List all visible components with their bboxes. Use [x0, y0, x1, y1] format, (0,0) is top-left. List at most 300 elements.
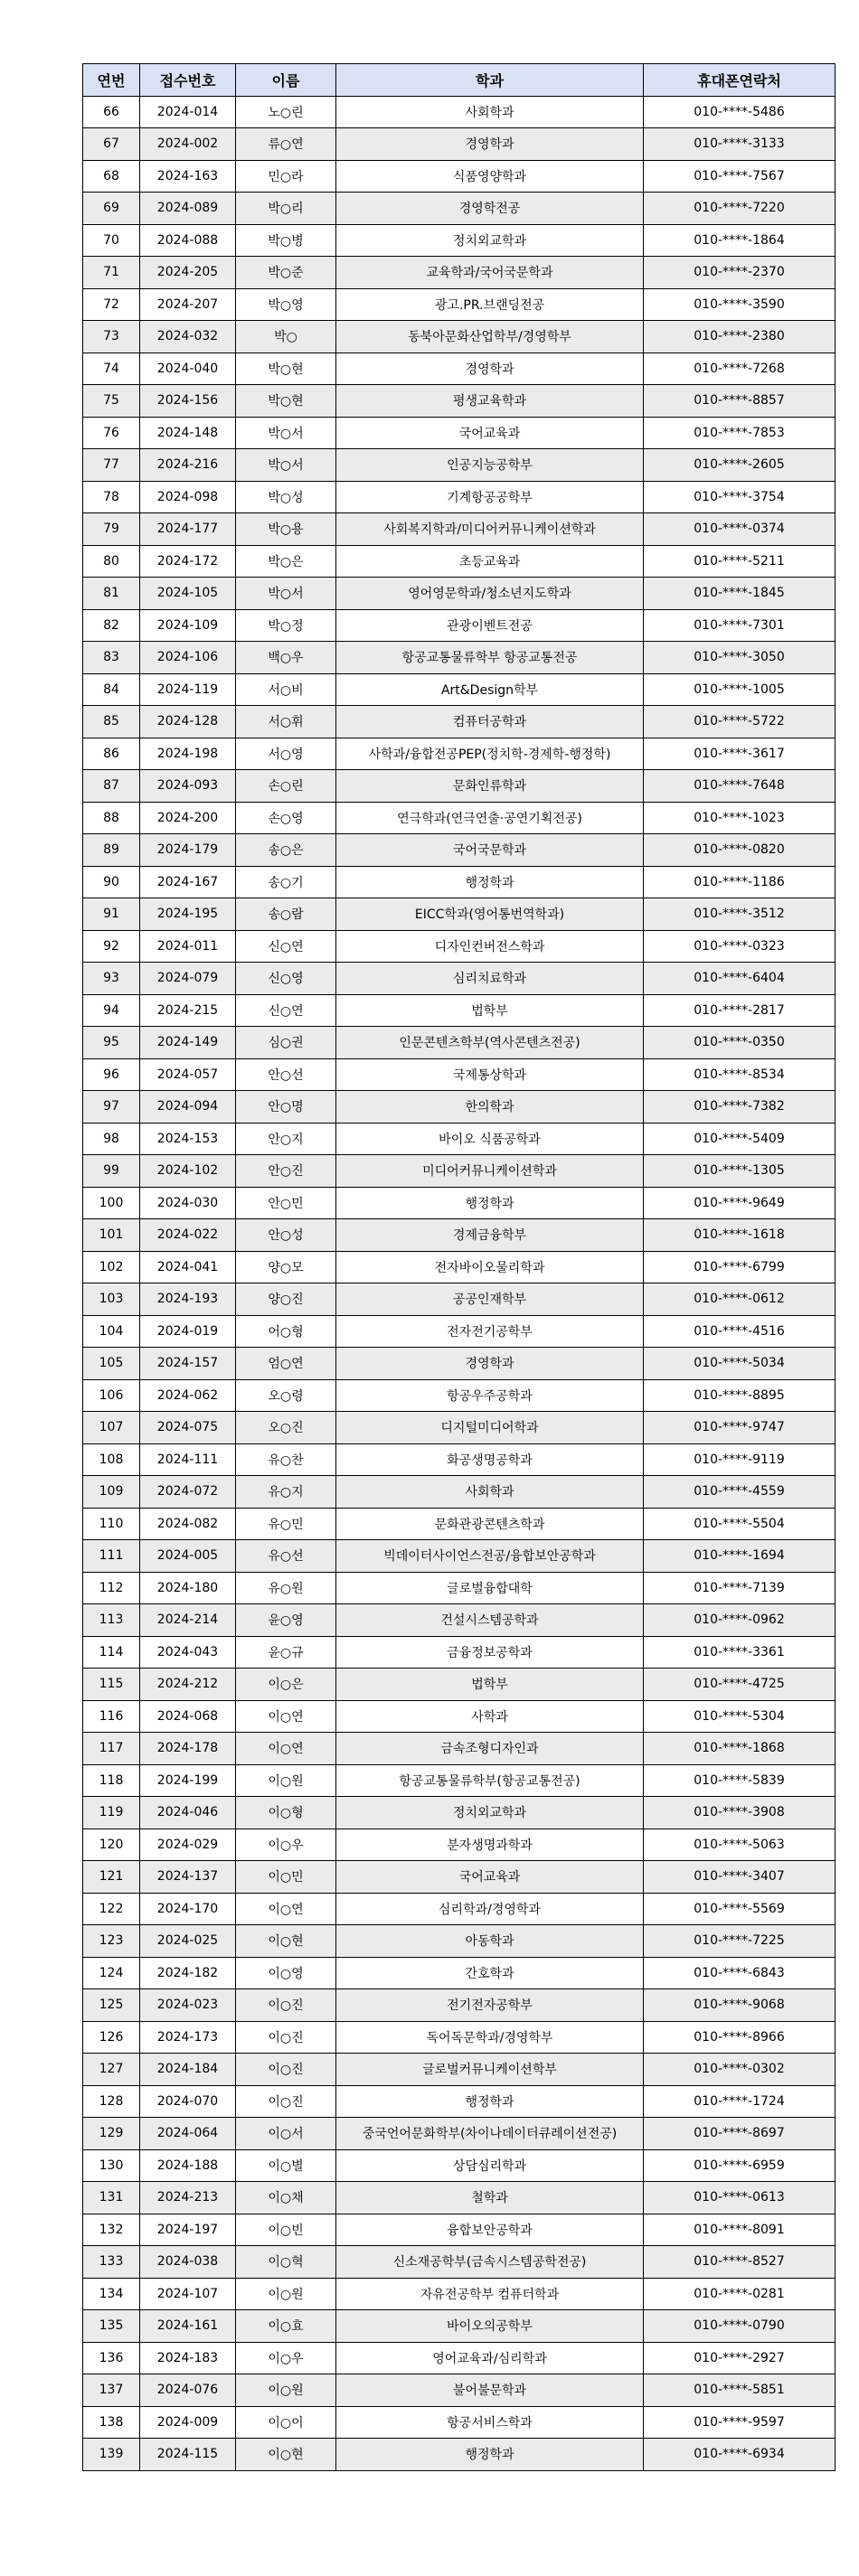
cell-receipt-no: 2024-115 [140, 2439, 236, 2471]
cell-name: 유○지 [236, 1476, 336, 1509]
cell-phone: 010-****-9068 [644, 1989, 835, 2022]
cell-receipt-no: 2024-199 [140, 1764, 236, 1797]
table-row [83, 1283, 835, 1316]
table-row [83, 673, 835, 706]
table-row [83, 1219, 835, 1252]
table-row [83, 1797, 835, 1829]
cell-name: 이○연 [236, 1700, 336, 1733]
cell-phone: 010-****-8534 [644, 1058, 835, 1091]
cell-department: 한의학과 [336, 1091, 644, 1123]
cell-department: 관광이벤트전공 [336, 609, 644, 642]
table-row [83, 2021, 835, 2054]
cell-name: 이○빈 [236, 2214, 336, 2246]
cell-number: 77 [83, 449, 140, 482]
cell-name: 이○은 [236, 1669, 336, 1701]
cell-name: 이○민 [236, 1861, 336, 1894]
table-row [83, 385, 835, 418]
cell-name: 안○선 [236, 1058, 336, 1091]
cell-number: 110 [83, 1508, 140, 1540]
cell-number: 96 [83, 1058, 140, 1091]
cell-name: 박○현 [236, 385, 336, 418]
cell-phone: 010-****-8966 [644, 2021, 835, 2054]
cell-phone: 010-****-0323 [644, 930, 835, 963]
cell-department: 전자전기공학부 [336, 1315, 644, 1348]
cell-number: 106 [83, 1379, 140, 1412]
cell-phone: 010-****-0613 [644, 2182, 835, 2214]
table-row [83, 1893, 835, 1925]
table-row [83, 1058, 835, 1091]
cell-name: 박○성 [236, 481, 336, 513]
table-row [83, 994, 835, 1027]
cell-number: 75 [83, 385, 140, 418]
cell-receipt-no: 2024-156 [140, 385, 236, 418]
cell-receipt-no: 2024-215 [140, 994, 236, 1027]
cell-department: 사학과/융합전공PEP(정치학-경제학-행정학) [336, 738, 644, 770]
cell-receipt-no: 2024-179 [140, 834, 236, 867]
cell-number: 104 [83, 1315, 140, 1348]
header-row [83, 64, 835, 97]
cell-phone: 010-****-1864 [644, 224, 835, 257]
cell-phone: 010-****-9119 [644, 1443, 835, 1476]
cell-receipt-no: 2024-019 [140, 1315, 236, 1348]
table-row [83, 481, 835, 513]
cell-receipt-no: 2024-216 [140, 449, 236, 482]
cell-phone: 010-****-4559 [644, 1476, 835, 1509]
cell-phone: 010-****-7382 [644, 1091, 835, 1123]
cell-name: 송○은 [236, 834, 336, 867]
cell-department: 국어교육과 [336, 1861, 644, 1894]
table-row [83, 1251, 835, 1283]
cell-receipt-no: 2024-002 [140, 128, 236, 161]
cell-department: 초등교육과 [336, 545, 644, 578]
cell-name: 이○이 [236, 2406, 336, 2439]
cell-department: 글로벌커뮤니케이션학부 [336, 2054, 644, 2086]
table-row [83, 2054, 835, 2086]
cell-receipt-no: 2024-149 [140, 1027, 236, 1059]
cell-phone: 010-****-1724 [644, 2085, 835, 2118]
cell-department: 기계항공공학부 [336, 481, 644, 513]
table-row [83, 353, 835, 385]
cell-receipt-no: 2024-076 [140, 2374, 236, 2407]
cell-phone: 010-****-2605 [644, 449, 835, 482]
cell-receipt-no: 2024-167 [140, 866, 236, 898]
cell-receipt-no: 2024-197 [140, 2214, 236, 2246]
cell-number: 94 [83, 994, 140, 1027]
cell-department: 디지털미디어학과 [336, 1412, 644, 1444]
cell-receipt-no: 2024-046 [140, 1797, 236, 1829]
cell-department: 금융정보공학과 [336, 1636, 644, 1669]
cell-number: 109 [83, 1476, 140, 1509]
table-row [83, 2246, 835, 2279]
cell-department: 광고.PR.브랜딩전공 [336, 288, 644, 321]
cell-phone: 010-****-0302 [644, 2054, 835, 2086]
cell-name: 서○휘 [236, 706, 336, 738]
cell-department: 정치외교학과 [336, 224, 644, 257]
cell-phone: 010-****-9747 [644, 1412, 835, 1444]
cell-receipt-no: 2024-137 [140, 1861, 236, 1894]
cell-receipt-no: 2024-075 [140, 1412, 236, 1444]
cell-number: 74 [83, 353, 140, 385]
cell-name: 이○혁 [236, 2246, 336, 2279]
cell-department: 사회복지학과/미디어커뮤니케이션학과 [336, 513, 644, 546]
cell-receipt-no: 2024-170 [140, 1893, 236, 1925]
cell-phone: 010-****-5486 [644, 96, 835, 128]
cell-name: 이○채 [236, 2182, 336, 2214]
cell-phone: 010-****-6404 [644, 963, 835, 995]
cell-name: 박○용 [236, 513, 336, 546]
cell-phone: 010-****-5034 [644, 1348, 835, 1380]
table-row [83, 2214, 835, 2246]
cell-department: 경영학과 [336, 353, 644, 385]
cell-receipt-no: 2024-079 [140, 963, 236, 995]
table-row [83, 1348, 835, 1380]
cell-phone: 010-****-3133 [644, 128, 835, 161]
cell-number: 128 [83, 2085, 140, 2118]
table-row [83, 1669, 835, 1701]
table-row [83, 930, 835, 963]
cell-phone: 010-****-7225 [644, 1925, 835, 1958]
cell-phone: 010-****-5063 [644, 1829, 835, 1861]
header-phone: 휴대폰연락처 [644, 64, 835, 97]
cell-receipt-no: 2024-098 [140, 481, 236, 513]
cell-name: 안○명 [236, 1091, 336, 1123]
cell-number: 67 [83, 128, 140, 161]
cell-receipt-no: 2024-032 [140, 321, 236, 353]
cell-name: 이○진 [236, 2085, 336, 2118]
cell-receipt-no: 2024-173 [140, 2021, 236, 2054]
table-row [83, 2149, 835, 2182]
table-row [83, 513, 835, 546]
cell-name: 이○진 [236, 2021, 336, 2054]
cell-number: 117 [83, 1733, 140, 1765]
table-row [83, 834, 835, 867]
cell-department: 바이오의공학부 [336, 2310, 644, 2343]
table-row [83, 1476, 835, 1509]
cell-receipt-no: 2024-106 [140, 642, 236, 674]
cell-phone: 010-****-6934 [644, 2439, 835, 2471]
cell-name: 어○형 [236, 1315, 336, 1348]
table-row [83, 224, 835, 257]
cell-name: 이○우 [236, 2342, 336, 2374]
table-row [83, 1925, 835, 1958]
table-row [83, 2310, 835, 2343]
cell-number: 116 [83, 1700, 140, 1733]
cell-receipt-no: 2024-107 [140, 2278, 236, 2310]
cell-number: 123 [83, 1925, 140, 1958]
cell-name: 이○진 [236, 2054, 336, 2086]
cell-phone: 010-****-3590 [644, 288, 835, 321]
cell-department: 전기전자공학부 [336, 1989, 644, 2022]
table-row [83, 1091, 835, 1123]
cell-number: 82 [83, 609, 140, 642]
table-row [83, 1604, 835, 1637]
cell-number: 111 [83, 1540, 140, 1573]
cell-receipt-no: 2024-200 [140, 802, 236, 834]
cell-number: 69 [83, 193, 140, 225]
cell-receipt-no: 2024-188 [140, 2149, 236, 2182]
cell-department: 영어교육과/심리학과 [336, 2342, 644, 2374]
cell-department: 심리치료학과 [336, 963, 644, 995]
table-row [83, 128, 835, 161]
table-row [83, 1187, 835, 1219]
table-row [83, 1155, 835, 1188]
cell-phone: 010-****-8091 [644, 2214, 835, 2246]
cell-number: 98 [83, 1123, 140, 1155]
applicant-table [82, 63, 835, 2471]
cell-department: 항공교통물류학부 항공교통전공 [336, 642, 644, 674]
cell-phone: 010-****-7567 [644, 160, 835, 193]
cell-receipt-no: 2024-128 [140, 706, 236, 738]
table-row [83, 1443, 835, 1476]
cell-department: 건설시스템공학과 [336, 1604, 644, 1637]
table-row [83, 706, 835, 738]
cell-name: 박○ [236, 321, 336, 353]
cell-number: 113 [83, 1604, 140, 1637]
cell-phone: 010-****-0281 [644, 2278, 835, 2310]
cell-number: 71 [83, 257, 140, 289]
cell-receipt-no: 2024-014 [140, 96, 236, 128]
cell-name: 박○은 [236, 545, 336, 578]
cell-receipt-no: 2024-153 [140, 1123, 236, 1155]
cell-phone: 010-****-5409 [644, 1123, 835, 1155]
cell-name: 백○우 [236, 642, 336, 674]
cell-name: 윤○규 [236, 1636, 336, 1669]
cell-name: 박○준 [236, 257, 336, 289]
cell-receipt-no: 2024-070 [140, 2085, 236, 2118]
cell-receipt-no: 2024-093 [140, 770, 236, 803]
cell-phone: 010-****-8697 [644, 2118, 835, 2150]
cell-number: 137 [83, 2374, 140, 2407]
cell-receipt-no: 2024-177 [140, 513, 236, 546]
cell-department: 공공인재학부 [336, 1283, 644, 1316]
table-row [83, 642, 835, 674]
cell-department: 사회학과 [336, 1476, 644, 1509]
cell-name: 손○영 [236, 802, 336, 834]
cell-department: 문화인류학과 [336, 770, 644, 803]
cell-number: 135 [83, 2310, 140, 2343]
cell-number: 88 [83, 802, 140, 834]
cell-number: 124 [83, 1957, 140, 1989]
cell-number: 89 [83, 834, 140, 867]
cell-number: 136 [83, 2342, 140, 2374]
table-body [83, 96, 835, 2470]
cell-department: 행정학과 [336, 866, 644, 898]
cell-name: 이○서 [236, 2118, 336, 2150]
table-row [83, 1764, 835, 1797]
cell-department: 경영학과 [336, 1348, 644, 1380]
cell-phone: 010-****-0820 [644, 834, 835, 867]
cell-receipt-no: 2024-184 [140, 2054, 236, 2086]
cell-name: 신○연 [236, 994, 336, 1027]
table-row [83, 2085, 835, 2118]
table-header [83, 64, 835, 97]
table-row [83, 738, 835, 770]
table-row [83, 2182, 835, 2214]
cell-phone: 010-****-3617 [644, 738, 835, 770]
cell-number: 120 [83, 1829, 140, 1861]
cell-name: 박○서 [236, 417, 336, 449]
cell-number: 78 [83, 481, 140, 513]
table-row [83, 578, 835, 610]
cell-name: 안○성 [236, 1219, 336, 1252]
cell-phone: 010-****-1845 [644, 578, 835, 610]
cell-name: 이○진 [236, 1989, 336, 2022]
cell-phone: 010-****-9597 [644, 2406, 835, 2439]
table-row [83, 193, 835, 225]
cell-phone: 010-****-1023 [644, 802, 835, 834]
cell-receipt-no: 2024-102 [140, 1155, 236, 1188]
cell-name: 신○연 [236, 930, 336, 963]
cell-phone: 010-****-3407 [644, 1861, 835, 1894]
cell-name: 심○권 [236, 1027, 336, 1059]
table-row [83, 96, 835, 128]
cell-name: 안○진 [236, 1155, 336, 1188]
cell-phone: 010-****-1186 [644, 866, 835, 898]
cell-department: 아동학과 [336, 1925, 644, 1958]
cell-phone: 010-****-2370 [644, 257, 835, 289]
cell-number: 130 [83, 2149, 140, 2182]
table-row [83, 1508, 835, 1540]
cell-phone: 010-****-7301 [644, 609, 835, 642]
cell-receipt-no: 2024-009 [140, 2406, 236, 2439]
cell-phone: 010-****-7268 [644, 353, 835, 385]
cell-receipt-no: 2024-068 [140, 1700, 236, 1733]
cell-phone: 010-****-6843 [644, 1957, 835, 1989]
cell-name: 손○린 [236, 770, 336, 803]
cell-phone: 010-****-5839 [644, 1764, 835, 1797]
cell-department: 행정학과 [336, 2085, 644, 2118]
cell-name: 유○선 [236, 1540, 336, 1573]
cell-receipt-no: 2024-025 [140, 1925, 236, 1958]
cell-receipt-no: 2024-082 [140, 1508, 236, 1540]
cell-name: 유○원 [236, 1572, 336, 1604]
cell-name: 이○별 [236, 2149, 336, 2182]
header-number: 연번 [83, 64, 140, 97]
cell-department: 법학부 [336, 994, 644, 1027]
cell-department: 경영학전공 [336, 193, 644, 225]
cell-department: 미디어커뮤니케이션학과 [336, 1155, 644, 1188]
cell-number: 91 [83, 898, 140, 931]
cell-receipt-no: 2024-038 [140, 2246, 236, 2279]
cell-phone: 010-****-8527 [644, 2246, 835, 2279]
cell-department: 동북아문화산업학부/경영학부 [336, 321, 644, 353]
cell-department: 컴퓨터공학과 [336, 706, 644, 738]
cell-receipt-no: 2024-030 [140, 1187, 236, 1219]
cell-name: 안○지 [236, 1123, 336, 1155]
cell-number: 73 [83, 321, 140, 353]
cell-phone: 010-****-0962 [644, 1604, 835, 1637]
table-row [83, 1123, 835, 1155]
cell-phone: 010-****-9649 [644, 1187, 835, 1219]
cell-number: 102 [83, 1251, 140, 1283]
cell-number: 95 [83, 1027, 140, 1059]
table-row [83, 866, 835, 898]
cell-number: 81 [83, 578, 140, 610]
table-row [83, 1829, 835, 1861]
cell-number: 118 [83, 1764, 140, 1797]
cell-number: 83 [83, 642, 140, 674]
cell-department: 식품영양학과 [336, 160, 644, 193]
cell-number: 131 [83, 2182, 140, 2214]
cell-name: 안○민 [236, 1187, 336, 1219]
cell-name: 윤○영 [236, 1604, 336, 1637]
table-row [83, 545, 835, 578]
cell-phone: 010-****-3361 [644, 1636, 835, 1669]
cell-phone: 010-****-5304 [644, 1700, 835, 1733]
cell-receipt-no: 2024-212 [140, 1669, 236, 1701]
cell-department: 자유전공학부 컴퓨터학과 [336, 2278, 644, 2310]
cell-number: 103 [83, 1283, 140, 1316]
cell-department: 연극학과(연극연출·공연기획전공) [336, 802, 644, 834]
cell-number: 76 [83, 417, 140, 449]
cell-department: 항공우주공학과 [336, 1379, 644, 1412]
cell-number: 72 [83, 288, 140, 321]
cell-department: 빅데이터사이언스전공/융합보안공학과 [336, 1540, 644, 1573]
cell-department: 화공생명공학과 [336, 1443, 644, 1476]
cell-name: 이○현 [236, 1925, 336, 1958]
table-row [83, 1861, 835, 1894]
cell-name: 박○리 [236, 193, 336, 225]
cell-department: 국제통상학과 [336, 1058, 644, 1091]
cell-name: 신○영 [236, 963, 336, 995]
cell-receipt-no: 2024-193 [140, 1283, 236, 1316]
cell-name: 노○린 [236, 96, 336, 128]
cell-department: 문화관광콘텐츠학과 [336, 1508, 644, 1540]
cell-department: 전자바이오물리학과 [336, 1251, 644, 1283]
cell-department: 심리학과/경영학과 [336, 1893, 644, 1925]
cell-department: 경제금융학부 [336, 1219, 644, 1252]
cell-number: 108 [83, 1443, 140, 1476]
table-row [83, 2278, 835, 2310]
cell-receipt-no: 2024-029 [140, 1829, 236, 1861]
cell-name: 이○원 [236, 1764, 336, 1797]
cell-name: 이○원 [236, 2278, 336, 2310]
table-row [83, 770, 835, 803]
cell-name: 박○병 [236, 224, 336, 257]
cell-department: 평생교육학과 [336, 385, 644, 418]
cell-number: 133 [83, 2246, 140, 2279]
cell-name: 박○현 [236, 353, 336, 385]
cell-number: 107 [83, 1412, 140, 1444]
cell-number: 132 [83, 2214, 140, 2246]
cell-receipt-no: 2024-178 [140, 1733, 236, 1765]
cell-number: 80 [83, 545, 140, 578]
table-row [83, 1957, 835, 1989]
cell-name: 오○진 [236, 1412, 336, 1444]
header-department: 학과 [336, 64, 644, 97]
cell-department: 인문콘텐츠학부(역사콘텐츠전공) [336, 1027, 644, 1059]
cell-department: 국어국문학과 [336, 834, 644, 867]
cell-number: 68 [83, 160, 140, 193]
cell-phone: 010-****-5211 [644, 545, 835, 578]
table-row [83, 1379, 835, 1412]
cell-phone: 010-****-2927 [644, 2342, 835, 2374]
table-row [83, 609, 835, 642]
cell-number: 139 [83, 2439, 140, 2471]
cell-name: 박○서 [236, 449, 336, 482]
table-row [83, 963, 835, 995]
table-row [83, 417, 835, 449]
cell-phone: 010-****-0790 [644, 2310, 835, 2343]
cell-phone: 010-****-5722 [644, 706, 835, 738]
cell-phone: 010-****-1618 [644, 1219, 835, 1252]
table-row [83, 898, 835, 931]
cell-department: 인공지능공학부 [336, 449, 644, 482]
cell-number: 114 [83, 1636, 140, 1669]
cell-department: 정치외교학과 [336, 1797, 644, 1829]
cell-department: 금속조형디자인과 [336, 1733, 644, 1765]
cell-receipt-no: 2024-180 [140, 1572, 236, 1604]
